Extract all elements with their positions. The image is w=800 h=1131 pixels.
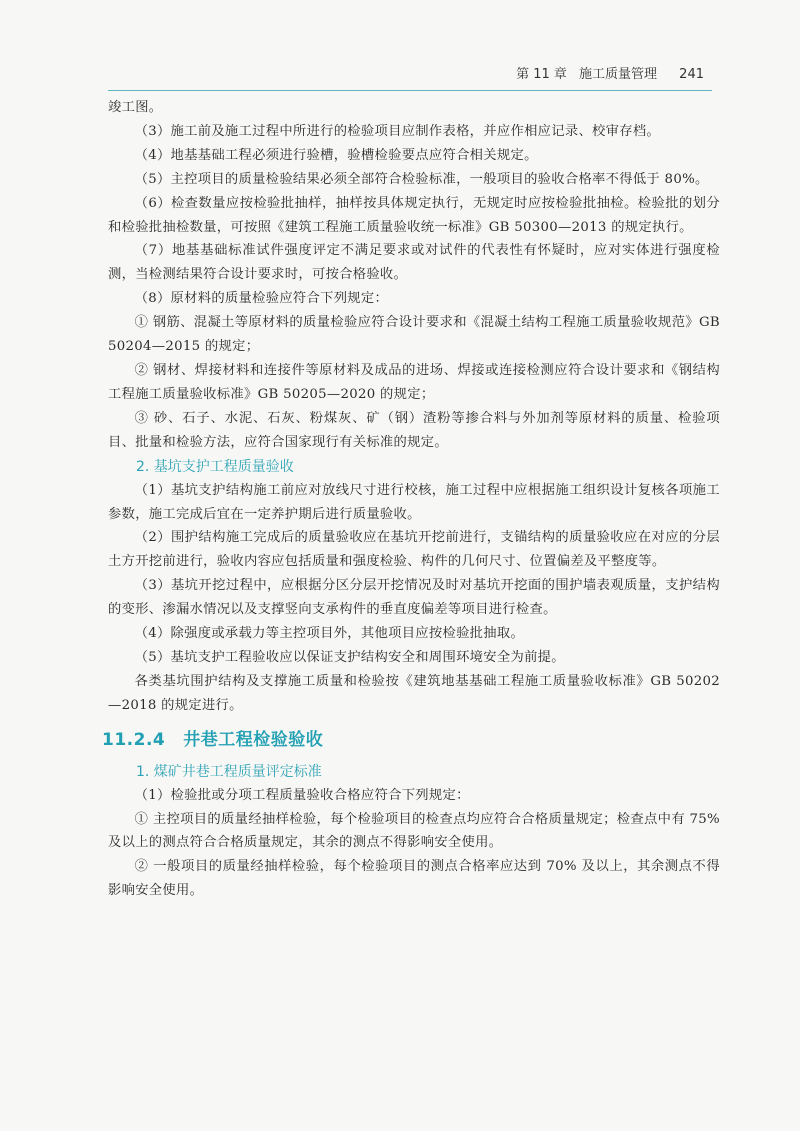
subheading-coal-mine: 1. 煤矿井巷工程质量评定标准 [136, 763, 322, 780]
paragraph: （5）基坑支护工程验收应以保证支护结构安全和周围环境安全为前提。 [134, 649, 565, 665]
header-chapter-title: 施工质量管理 [579, 67, 658, 82]
header-rule [108, 90, 712, 91]
body-text [102, 96, 720, 903]
section-heading [102, 724, 720, 756]
paragraph: ① 钢筋、混凝土等原材料的质量检验应符合设计要求和《混凝土结构工程施工质量验收规范》GB 50204—2015 的规定； [108, 315, 720, 355]
subheading-foundation-pit: 2. 基坑支护工程质量验收 [136, 458, 294, 475]
paragraph: ① 主控项目的质量经抽样检验，每个检验项目的检查点均应符合合格质量规定；检查点中有 75% 及以上的测点符合合格质量规定，其余的测点不得影响安全使用。 [108, 811, 720, 851]
paragraph: （3）基坑开挖过程中，应根据分区分层开挖情况及时对基坑开挖面的围护墙表观质量，支护结构的变形、渗漏水情况以及支撑竖向支承构件的垂直度偏差等项目进行检查。 [108, 578, 720, 618]
paragraph: ③ 砂、石子、水泥、石灰、粉煤灰、矿（钢）渣粉等掺合料与外加剂等原材料的质量、检验项目、批量和检验方法，应符合国家现行有关标准的规定。 [108, 410, 720, 450]
paragraph: 各类基坑围护结构及支撑施工质量和检验按《建筑地基基础工程施工质量验收标准》GB 50202—2018 的规定进行。 [108, 673, 720, 713]
paragraph: （1）基坑支护结构施工前应对放线尺寸进行校核，施工过程中应根据施工组织设计复核各项施工参数，施工完成后宜在一定养护期后进行质量验收。 [108, 482, 720, 522]
paragraph: ② 一般项目的质量经抽样检验，每个检验项目的测点合格率应达到 70% 及以上，其余测点不得影响安全使用。 [108, 859, 720, 899]
header-text [508, 63, 704, 82]
paragraph: （2）围护结构施工完成后的质量验收应在基坑开挖前进行，支锚结构的质量验收应在对应的分层土方开挖前进行，验收内容应包括质量和强度检验、构件的几何尺寸、位置偏差及平整度等。 [108, 530, 720, 570]
running-header [0, 55, 800, 85]
paragraph: （4）除强度或承载力等主控项目外，其他项目应按检验批抽取。 [134, 626, 525, 642]
section-title: 井巷工程检验验收 [183, 729, 324, 750]
paragraph: 竣工图。 [108, 100, 163, 115]
paragraph: （6）检查数量应按检验批抽样，抽样按具体规定执行，无规定时应按检验批抽检。检验批的划分和检验批抽检数量，可按照《建筑工程施工质量验收统一标准》GB 50300—2013 的规定执行。 [108, 195, 720, 235]
paragraph: （3）施工前及施工过程中所进行的检验项目应制作表格，并应作相应记录、校审存档。 [134, 123, 661, 139]
section-number: 11.2.4 [102, 729, 166, 750]
paragraph: （1）检验批或分项工程质量验收合格应符合下列规定： [134, 787, 470, 803]
page-number: 241 [679, 67, 704, 82]
header-chapter: 第 11 章 [516, 67, 567, 82]
paragraph: （7）地基基础标准试件强度评定不满足要求或对试件的代表性有怀疑时，应对实体进行强度检测，当检测结果符合设计要求时，可按合格验收。 [108, 243, 720, 283]
paragraph: （5）主控项目的质量检验结果必须全部符合检验标准，一般项目的验收合格率不得低于 80%。 [134, 171, 709, 187]
paragraph: （4）地基基础工程必须进行验槽，验槽检验要点应符合相关规定。 [134, 147, 538, 163]
paragraph: （8）原材料的质量检验应符合下列规定： [134, 291, 389, 307]
paragraph: ② 钢材、焊接材料和连接件等原材料及成品的进场、焊接或连接检测应符合设计要求和《钢结构工程施工质量验收标准》GB 50205—2020 的规定； [108, 362, 720, 402]
